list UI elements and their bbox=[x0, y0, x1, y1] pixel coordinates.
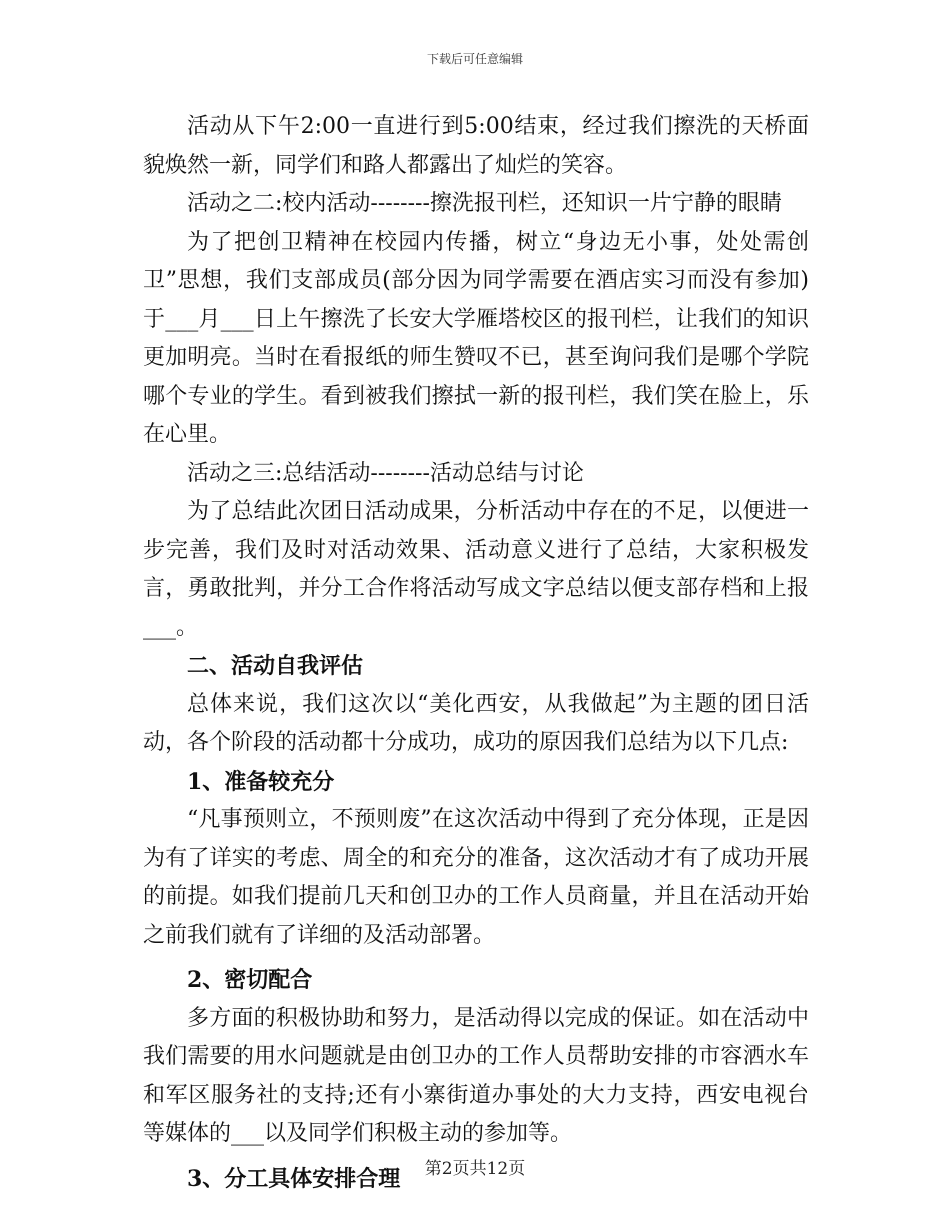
paragraph-activity-three-title: 活动之三:总结活动--------活动总结与讨论 bbox=[187, 460, 584, 486]
document-body bbox=[143, 108, 809, 1198]
heading-division-of-work: 3、分工具体安排合理 bbox=[187, 1165, 401, 1192]
paragraph-preparation: “凡事预则立，不预则废”在这次活动中得到了充分体现，正是因为有了详实的考虑、周全的和充分的准备，这次活动才有了成功开展的前提。如我们提前几天和创卫办的工作人员商量，并且在活动开始之前我们就有了详细的及活动部署。 bbox=[143, 807, 809, 948]
heading-preparation: 1、准备较充分 bbox=[187, 768, 335, 795]
heading-self-evaluation: 二、活动自我评估 bbox=[187, 653, 364, 679]
page-footer: 第2页共12页 bbox=[424, 1159, 526, 1179]
paragraph-activity-two-title: 活动之二:校内活动--------擦洗报刊栏，还知识一片宁静的眼睛 bbox=[187, 191, 782, 216]
paragraph-activity-two-body: 为了把创卫精神在校园内传播，树立“身边无小事，处处需创卫”思想，我们支部成员(部分因为同学需要在酒店实习而没有参加)于___月___日上午擦洗了长安大学雁塔校区的报刊栏，让我们的知识更加明亮。当时在看报纸的师生赞叹不已，甚至询问我们是哪个学院哪个专业的学生。看到被我们擦拭一新的报刊栏，我们笑在脸上，乐在心里。 bbox=[143, 229, 809, 447]
heading-cooperation: 2、密切配合 bbox=[187, 967, 313, 993]
paragraph-activity-end: 活动从下午2:00一直进行到5:00结束，经过我们擦洗的天桥面貌焕然一新，同学们和路人都露出了灿烂的笑容。 bbox=[143, 114, 809, 178]
paragraph-evaluation-intro: 总体来说，我们这次以“美化西安，从我做起”为主题的团日活动，各个阶段的活动都十分成功，成功的原因我们总结为以下几点: bbox=[143, 691, 809, 755]
paragraph-activity-three-body: 为了总结此次团日活动成果，分析活动中存在的不足，以便进一步完善，我们及时对活动效果、活动意义进行了总结，大家积极发言，勇敢批判，并分工合作将活动写成文字总结以便支部存档和上报___。 bbox=[143, 499, 809, 640]
page-header: 下载后可任意编辑 bbox=[426, 52, 523, 66]
paragraph-cooperation: 多方面的积极协助和努力，是活动得以完成的保证。如在活动中我们需要的用水问题就是由创卫办的工作人员帮助安排的市容洒水车和军区服务社的支持;还有小寨街道办事处的大力支持，西安电视台等媒体的___以及同学们积极主动的参加等。 bbox=[143, 1005, 809, 1146]
